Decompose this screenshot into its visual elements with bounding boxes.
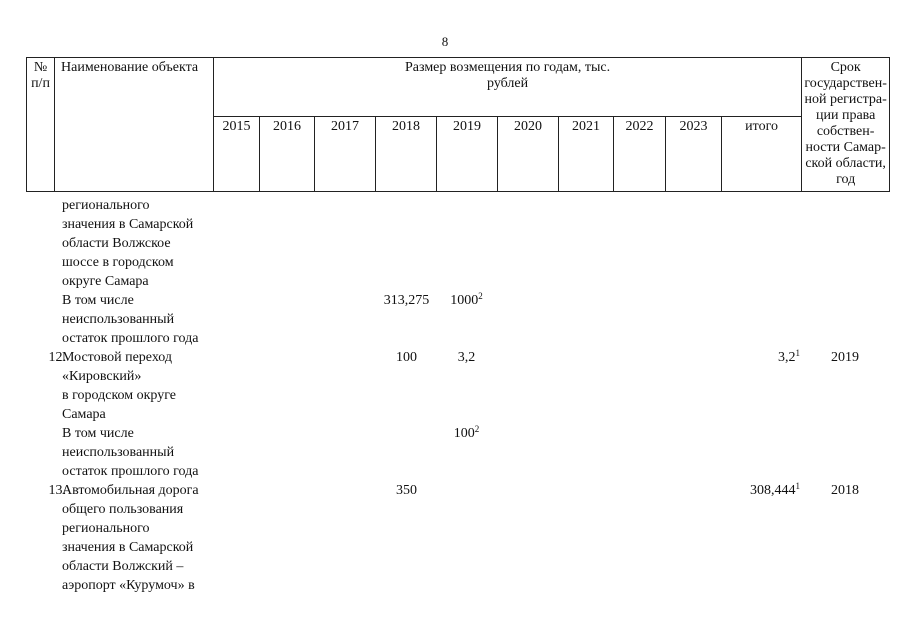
page-number: 8 [441, 34, 449, 49]
row-name: округе Самара [62, 274, 149, 289]
cell-total: $3,2^1$ [778, 348, 800, 365]
header-year-8: 2023 [666, 117, 722, 192]
cell-2018: 350 [396, 483, 417, 498]
header-year-0: 2015 [214, 117, 260, 192]
header-year-7: 2022 [614, 117, 666, 192]
header-amount: Размер возмещения по годам, тыс. рублей [214, 58, 802, 117]
row-name: остаток прошлого года [62, 464, 199, 479]
row-name: Автомобильная дорога [62, 483, 199, 498]
header-year-3: 2018 [376, 117, 437, 192]
header-year-4: 2019 [437, 117, 498, 192]
cell-2019: 1000$^2$ [450, 291, 483, 308]
row-number: 13. [48, 483, 66, 498]
row-name: области Волжский – [62, 559, 184, 574]
row-name: значения в Самарской [62, 217, 194, 232]
row-name: остаток прошлого года [62, 331, 199, 346]
header-term: Срок государствен-ной регистра-ции права собствен-ности Самар-ской области, год [802, 58, 890, 192]
cell-total: 308,444$^1$ [750, 481, 800, 498]
row-name: «Кировский» [62, 369, 142, 384]
header-year-5: 2020 [498, 117, 559, 192]
header-year-2: 2017 [315, 117, 376, 192]
header-year-1: 2016 [260, 117, 315, 192]
row-name: регионального [62, 521, 150, 536]
row-name: шоссе в городском [62, 255, 174, 270]
row-name: В том числе [62, 293, 134, 308]
cell-2019: $100^2$ [453, 424, 480, 441]
row-name: регионального [62, 198, 150, 213]
row-name: общего пользования [62, 502, 184, 517]
cell-2018: 100 [396, 350, 417, 365]
cell-2018: 313,275 [383, 293, 430, 308]
row-number: 12. [48, 350, 66, 365]
row-name: неиспользованный [62, 312, 175, 327]
row-name: Самара [62, 407, 106, 422]
cell-term: 2018 [831, 483, 859, 498]
row-name: области Волжское [62, 236, 171, 251]
header-no: № п/п [27, 58, 55, 192]
row-name: неиспользованный [62, 445, 175, 460]
header-year-9: итого [722, 117, 802, 192]
row-name: аэропорт «Курумоч» в [62, 578, 195, 593]
row-name: в городском округе [62, 388, 177, 403]
row-name: Мостовой переход [62, 350, 173, 365]
cell-2019: 3,2 [457, 350, 476, 365]
row-name: значения в Самарской [62, 540, 194, 555]
row-name: В том числе [62, 426, 134, 441]
header-name: Наименование объекта [55, 58, 214, 192]
table-header [26, 57, 890, 192]
cell-term: 2019 [831, 350, 859, 365]
header-year-6: 2021 [559, 117, 614, 192]
